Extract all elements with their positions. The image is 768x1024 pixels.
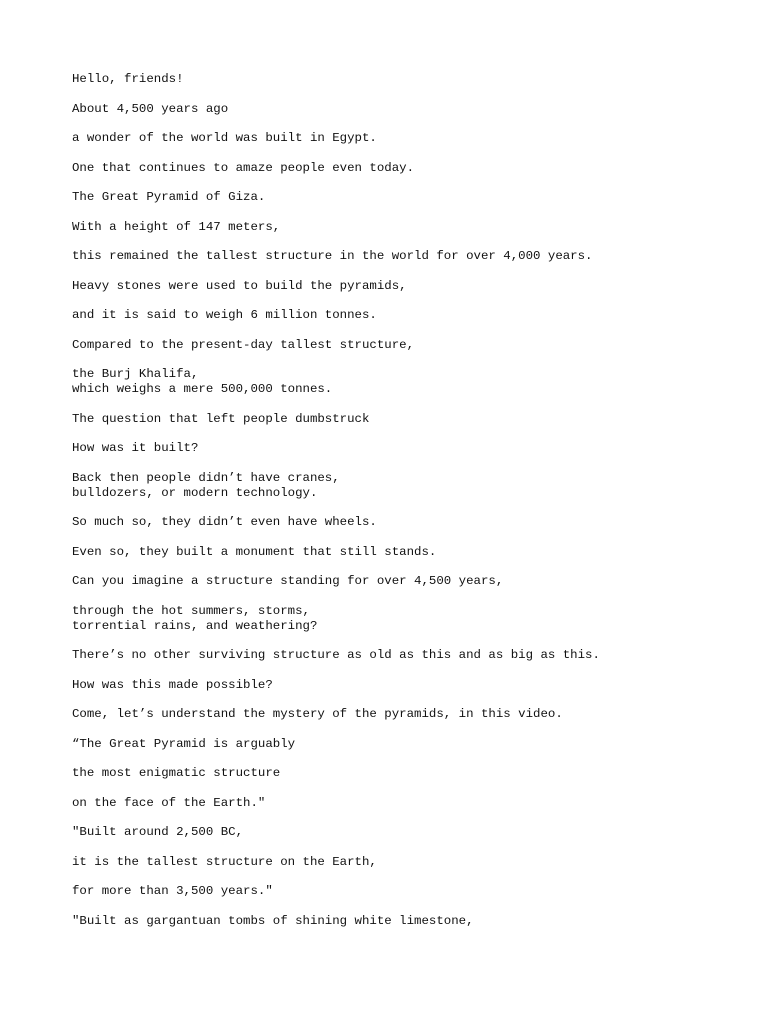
paragraph: One that continues to amaze people even today. — [72, 160, 415, 175]
paragraph: With a height of 147 meters, — [72, 219, 281, 234]
paragraph: this remained the tallest structure in the world for over 4,000 years. — [72, 249, 593, 263]
paragraph: “The Great Pyramid is arguably — [72, 736, 296, 751]
paragraph: Heavy stones were used to build the pyramids, — [72, 278, 407, 293]
paragraph: and it is said to weigh 6 million tonnes. — [72, 308, 377, 322]
paragraph: The Great Pyramid of Giza. — [72, 190, 266, 204]
paragraph: How was this made possible? — [72, 677, 273, 692]
paragraph: About 4,500 years ago — [72, 101, 229, 116]
paragraph: Even so, they built a monument that still stands. — [72, 544, 437, 559]
document-body — [72, 72, 712, 943]
paragraph: "Built around 2,500 BC, — [72, 825, 244, 839]
paragraph: Can you imagine a structure standing for over 4,500 years, — [72, 574, 504, 588]
paragraph: How was it built? — [72, 441, 199, 455]
paragraph: on the face of the Earth." — [72, 795, 266, 810]
paragraph: The question that left people dumbstruck — [72, 411, 370, 426]
paragraph: Compared to the present-day tallest structure, — [72, 337, 415, 352]
paragraph: Back then people didn’t have cranes, bulldozers, or modern technology. — [72, 470, 340, 500]
paragraph: Come, let’s understand the mystery of the pyramids, in this video. — [72, 707, 563, 721]
paragraph: through the hot summers, storms, torrential rains, and weathering? — [72, 603, 318, 633]
paragraph: Hello, friends! — [72, 72, 184, 86]
paragraph: the most enigmatic structure — [72, 766, 281, 780]
paragraph: a wonder of the world was built in Egypt. — [72, 131, 377, 145]
paragraph: for more than 3,500 years." — [72, 884, 273, 898]
paragraph: the Burj Khalifa, which weighs a mere 500,000 tonnes. — [72, 367, 333, 396]
paragraph: There’s no other surviving structure as old as this and as big as this. — [72, 648, 600, 662]
paragraph: it is the tallest structure on the Earth, — [72, 854, 377, 869]
paragraph: "Built as gargantuan tombs of shining white limestone, — [72, 913, 474, 928]
paragraph: So much so, they didn’t even have wheels. — [72, 515, 377, 529]
